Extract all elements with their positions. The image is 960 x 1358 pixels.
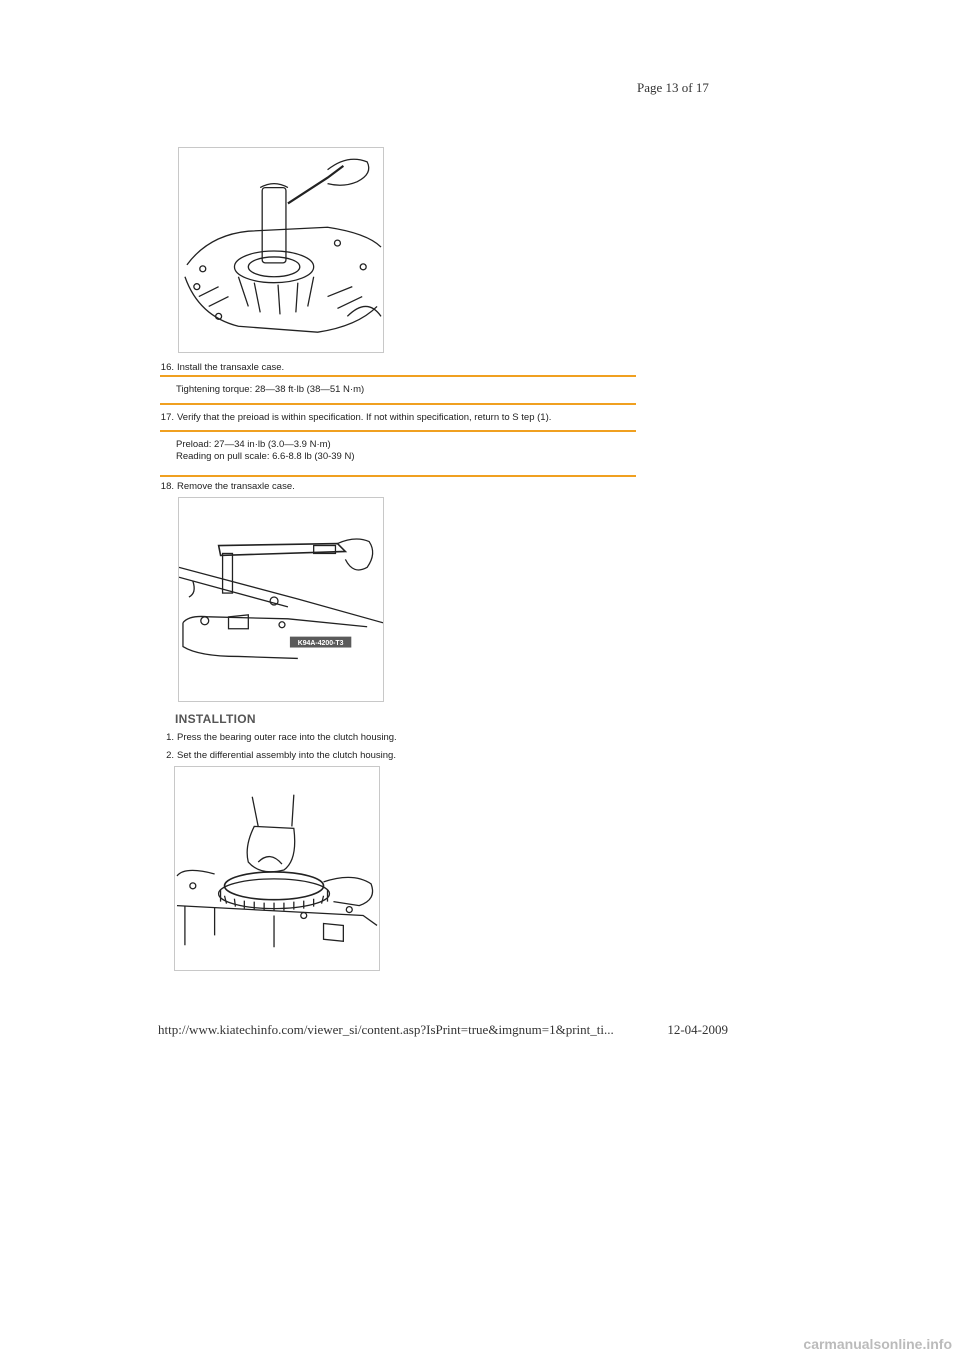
illustration-differential — [175, 767, 379, 970]
step-text: Remove the transaxle case. — [177, 481, 295, 492]
step-16 — [160, 362, 284, 373]
step-number: 16. — [160, 362, 174, 373]
spec-torque — [160, 375, 636, 405]
step-text: Install the transaxle case. — [177, 362, 285, 373]
figure-code-label: K94A-4200-T3 — [297, 640, 344, 648]
torque-value: Tightening torque: 28—38 ft·lb (38—51 N·m) — [176, 384, 365, 395]
step-number: 17. — [160, 412, 174, 423]
illustration-hammer — [179, 148, 383, 352]
illustration-wrench — [179, 498, 383, 701]
step-text: Set the differential assembly into the clutch housing. — [177, 750, 396, 761]
step-text: Verify that the preioad is within specification. If not within specification, return to S tep (1). — [177, 412, 552, 423]
figure-pull-scale — [178, 497, 384, 702]
install-step-2 — [160, 750, 396, 761]
step-number: 2. — [166, 750, 174, 761]
source-url: http://www.kiatechinfo.com/viewer_si/content.asp?IsPrint=true&imgnum=1&print_ti... — [158, 1022, 614, 1037]
step-number: 1. — [166, 732, 174, 743]
page-number: Page 13 of 17 — [637, 80, 709, 95]
print-date: 12-04-2009 — [667, 1022, 728, 1037]
section-heading: INSTALLTION — [175, 712, 256, 726]
step-18 — [160, 481, 295, 492]
figure-bearing-install — [178, 147, 384, 353]
step-text: Press the bearing outer race into the clutch housing. — [177, 732, 397, 743]
page-footer — [158, 1022, 728, 1038]
step-17 — [160, 412, 551, 423]
spec-preload — [160, 430, 636, 477]
figure-differential — [174, 766, 380, 971]
preload-value: Preload: 27—34 in·lb (3.0—3.9 N·m) — [176, 439, 331, 450]
install-step-1 — [160, 732, 397, 743]
step-number: 18. — [160, 481, 174, 492]
pull-scale-value: Reading on pull scale: 6.6-8.8 lb (30-39 N) — [176, 451, 355, 462]
watermark: carmanualsonline.info — [803, 1336, 952, 1352]
